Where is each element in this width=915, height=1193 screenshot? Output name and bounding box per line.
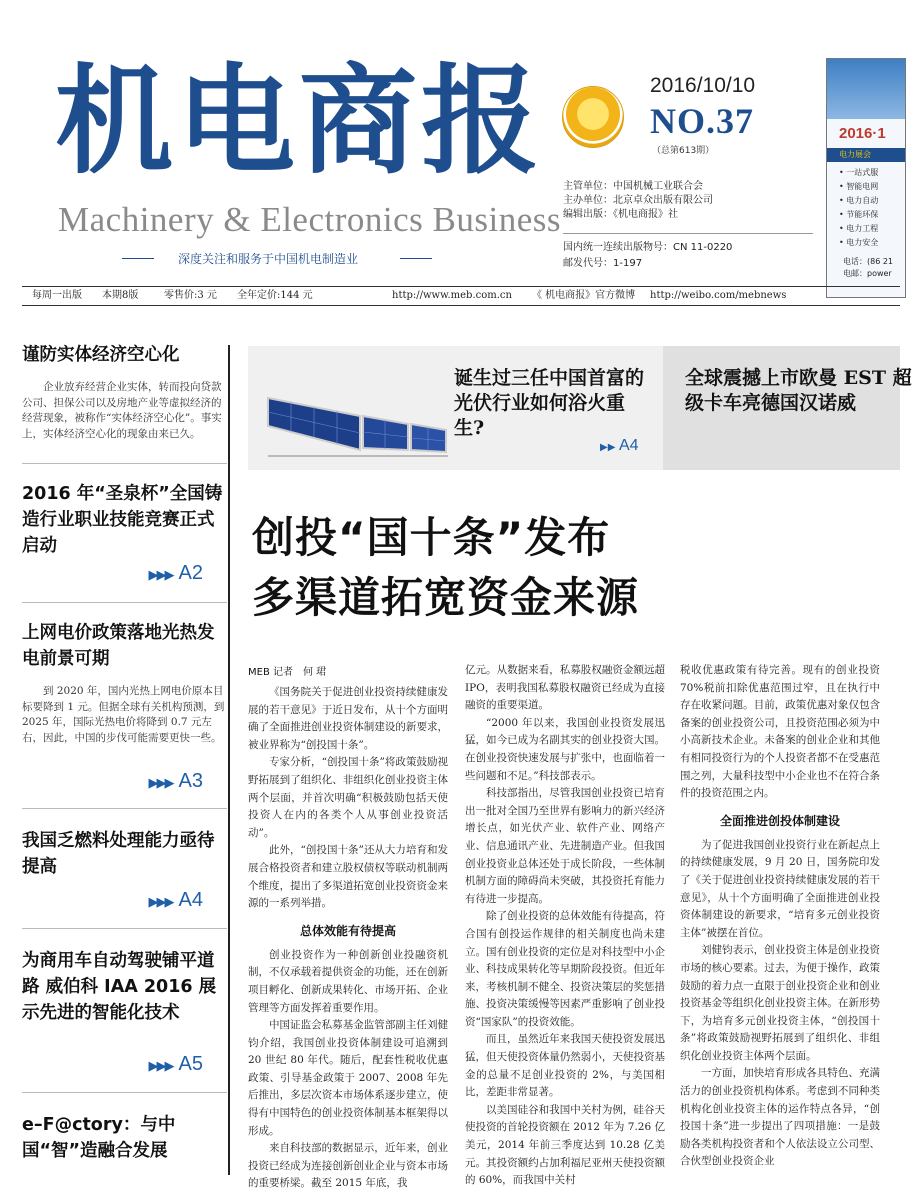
paragraph: 亿元。从数据来看，私募股权融资金额远超 IPO，表明我国私募股权融资已经成为直接融资的重要渠道。 [465,664,665,712]
page-count: 本期8版 [102,290,139,301]
paragraph: 科技部指出，尽管我国创业投资已培育出一批对全国乃至世界有影响力的新兴经济增长点，如光伏产业、软件产业、网络产业、信息通讯产业、先进制造产业。但我国创业投资业总体还处于成长阶段，一些体制机制方面的障碍尚未突破，其投资托育能力有待进一步提高。 [465,787,665,905]
sponsor-line: 主管单位：中国机械工业联合会 [563,181,703,192]
advertisement[interactable] [826,58,906,298]
column-divider [228,345,230,1175]
ad-list [827,162,905,250]
sidebar-item-title: 谨防实体经济空心化 [22,345,180,365]
ad-year: 2016·1 [839,125,886,142]
paragraph: 来自科技部的数据显示，近年来，创业投资已经成为连接创新创业企业与资本市场的重要桥梁。截至 2015 年底，我 [248,1142,448,1190]
sidebar-item[interactable] [22,620,227,746]
ad-item: • 电力工程 [839,224,879,233]
paragraph: 而且，虽然近年来我国天使投资发展迅猛，但天使投资体量仍然弱小，天使投资基金的总量不足创业投资的 2%，与美国相比，差距非常显著。 [465,1033,665,1099]
divider [22,602,227,603]
publisher-divider [563,233,813,234]
sidebar-item[interactable] [22,828,227,880]
byline: MEB 记者 何 珺 [248,667,327,678]
issue-number: NO.37 [650,101,754,141]
info-bar [22,286,900,306]
newspaper-title-en: Machinery & Electronics Business [58,200,561,239]
newspaper-title: 机电商报 [55,52,544,190]
paragraph: 此外，“创投国十条”还从大力培育和发展合格投资者和建立股权债权等联动机制两个维度，提出了多渠道拓宽创业投资资金来源的一系列举措。 [248,844,448,910]
issue-date: 2016/10/10 [650,74,756,97]
promo-left-title[interactable]: 诞生过三任中国首富的光伏行业如何浴火重生? [454,367,645,439]
sidebar-item-title: 为商用车自动驾驶铺平道路 威伯科 IAA 2016 展示先进的智能化技术 [22,951,217,1023]
article-column-3 [680,662,880,1171]
chevrons-icon: ▶▶▶ [148,567,173,582]
annual-price: 全年定价:144 元 [237,290,313,301]
paragraph: 刘健钧表示，创业投资主体是创业投资市场的核心要素。过去，为便于操作，政策鼓励的着力点一直限于创业投资企业和创业投资基金等组织化创业投资主体。在新形势下，为培育多元创业投资主体，“创投国十条”将政策鼓励视野拓展到了组织化、非组织化创业投资主体两个层面。 [680,944,880,1062]
sidebar-item-title: 上网电价政策落地光热发电前景可期 [22,623,215,669]
ad-item: • 节能环保 [839,210,879,219]
sidebar-item-title: e–F@ctory：与中国“智”造融合发展 [22,1115,176,1161]
divider [22,463,227,464]
chevrons-icon: ▶▶▶ [148,894,173,909]
editor-line: 编辑出版：《机电商报》社 [563,209,678,220]
weibo-label: 《 机电商报》官方微博 [532,290,636,301]
page-ref-a3[interactable] [149,770,203,793]
page-ref-a5[interactable] [149,1053,203,1076]
postal-code-line: 邮发代号：1-197 [563,258,643,269]
page-ref-label: A3 [178,770,203,792]
sidebar-item[interactable] [22,481,227,559]
divider [22,1092,227,1093]
slogan: 深度关注和服务于中国机电制造业 [178,252,359,266]
masthead [0,0,900,310]
paragraph: 一方面，加快培育形成各具特色、充满活力的创业投资机构体系。考虑到不同种类机构化创业投资主体的运作特点各异，“创投国十条”进一步提出了四项措施：一是鼓励各类机构投资者和个人依法设立公司型、合伙型创业投资企业 [680,1067,880,1168]
issn-line: 国内统一连续出版物号：CN 11-0220 [563,242,733,253]
slogan-rule-left [122,258,154,259]
weibo-link[interactable]: http://weibo.com/mebnews [650,290,787,301]
headline-line-2: 多渠道拓宽资金来源 [252,573,640,622]
sidebar-item-title: 2016 年“圣泉杯”全国铸造行业职业技能竞赛正式启动 [22,484,223,556]
promo-left-ref[interactable] [600,437,639,455]
paragraph: 以美国硅谷和我国中关村为例，硅谷天使投资的首轮投资额在 2012 年为 7.26 亿美元，2014 年前三季度达到 10.28 亿美元。其投资额约占加利福尼亚州天使投资额的 60%，而我国中关村 [465,1103,665,1187]
paragraph: 除了创业投资的总体效能有待提高，符合国有创投运作规律的相关制度也尚未建立。国有创业投资的定位是对科技型中小企业、科技成果转化等早期阶段投资。但近年来，考核机制不健全、投资决策层的奖惩措施、投资决策缓慢等因素严重影响了创业投资“国家队”的投资效能。 [465,910,665,1028]
page-ref-label: A4 [178,889,203,911]
promo-right[interactable] [663,346,912,470]
page-ref-a4[interactable] [149,889,203,912]
ad-phone: 电话：(86 21 [843,257,894,266]
sidebar-item-title: 我国乏燃料处理能力亟待提高 [22,831,215,877]
page-ref-label: A5 [178,1053,203,1075]
ad-contact [827,250,905,280]
website-link[interactable]: http://www.meb.com.cn [392,290,512,301]
paragraph: 税收优惠政策有待完善。现有的创业投资 70%税前扣除优惠范围过窄，且在执行中存在收紧问题。目前，政策优惠对象仅包含备案的创业投资公司，且投资范围必须为中小高新技术企业。未备案的创业企业和其他有相同投资行为的个人投资者都不在受惠范围之列，大量科技型中小企业也不在符合条件的投资范围之内。 [680,664,880,800]
solar-panel-image [268,358,448,462]
organizer-line: 主办单位：北京卓众出版有限公司 [563,195,713,206]
paragraph: “2000 年以来，我国创业投资发展迅猛，如今已成为名副其实的创业投资大国。在创业投资快速发展与扩张中，也面临着一些问题和不足。”科技部表示。 [465,716,665,782]
publisher-info [563,180,713,222]
chevrons-icon: ▶▶ [600,442,616,453]
publication-codes [563,240,732,272]
article-column-2 [465,662,665,1190]
ad-item: • 智能电网 [839,182,879,191]
issue-total: （总第613期） [652,146,715,156]
chevrons-icon: ▶▶▶ [148,775,173,790]
slogan-rule-right [400,258,432,259]
main-headline [252,508,639,628]
ad-email: 电邮：power [843,269,892,278]
divider [22,928,227,929]
publisher-logo-icon [562,86,624,148]
sidebar-item[interactable] [22,342,227,442]
paragraph: 创业投资作为一种创新创业投融资机制，不仅承载着提供资金的功能，还在创新项目孵化、创新成果转化、市场开拓、企业管理等方面发挥着重要作用。 [248,948,448,1014]
paragraph: 《国务院关于促进创业投资持续健康发展的若干意见》于近日发布，从十个方面明确了全面推进创业投资体制建设的新要求，被业界称为“创投国十条”。 [248,686,448,751]
page-ref-label: A4 [618,437,639,454]
sidebar-item[interactable] [22,948,227,1026]
ad-item: • 电力安全 [839,238,879,247]
page-ref-label: A2 [178,562,203,584]
paragraph: 为了促进我国创业投资行业在新起点上的持续健康发展，9 月 20 日，国务院印发了《关于促进创业投资持续健康发展的若干意见》，从十个方面明确了全面推进创业投资体制建设的新要求，“培育多元创业投资主体”被摆在首位。 [680,838,880,939]
ad-band: 电力展会 [827,148,905,162]
section-heading: 全面推进创投体制建设 [719,813,840,828]
sidebar-item[interactable] [22,1112,227,1164]
divider [22,808,227,809]
chevrons-icon: ▶▶▶ [148,1058,173,1073]
page-ref-a2[interactable] [149,562,203,585]
paragraph: 专家分析，“创投国十条”将政策鼓励视野拓展到了组织化、非组织化创业投资主体两个层面，并首次明确“积极鼓励包括天使投资人在内的各类个人从事创业投资活动”。 [248,756,448,839]
ad-item: • 一站式服 [839,168,879,177]
article-column-1 [248,662,448,1193]
headline-line-1: 创投“国十条”发布 [252,513,611,562]
promo-right-title: 全球震撼上市欧曼 EST 超级卡车亮德国汉诺威 [685,367,912,414]
ad-item: • 电力自动 [839,196,879,205]
promo-strip [248,346,912,470]
retail-price: 零售价:3 元 [164,290,217,301]
ad-banner-image [827,59,905,119]
frequency: 每周一出版 [32,290,82,301]
paragraph: 中国证监会私募基金监管部副主任刘健钧介绍，我国创业投资体制建设可追溯到 20 世纪 80 年代。随后，配套性税收优惠政策、引导基金政策于 2007、2008 年先后推出，多层次资本市场体系逐步建立，使得有中国特色的创业投资体制基本框架得以形成。 [248,1019,448,1137]
section-heading: 总体效能有待提高 [299,923,396,938]
sidebar-item-summary: 企业放弃经营企业实体，转而投向贷款公司、担保公司以及房地产业等虚拟经济的经营现象，被称作“实体经济空心化”。事实上，实体经济空心化的现象由来已久。 [22,381,222,440]
sidebar-item-summary: 到 2020 年，国内光热上网电价原本目标要降到 1 元。但据全球有关机构预测，到 2025 年，国际光热电价将降到 0.7 元左右，因此，中国的步伐可能需要更快一些。 [22,685,225,744]
